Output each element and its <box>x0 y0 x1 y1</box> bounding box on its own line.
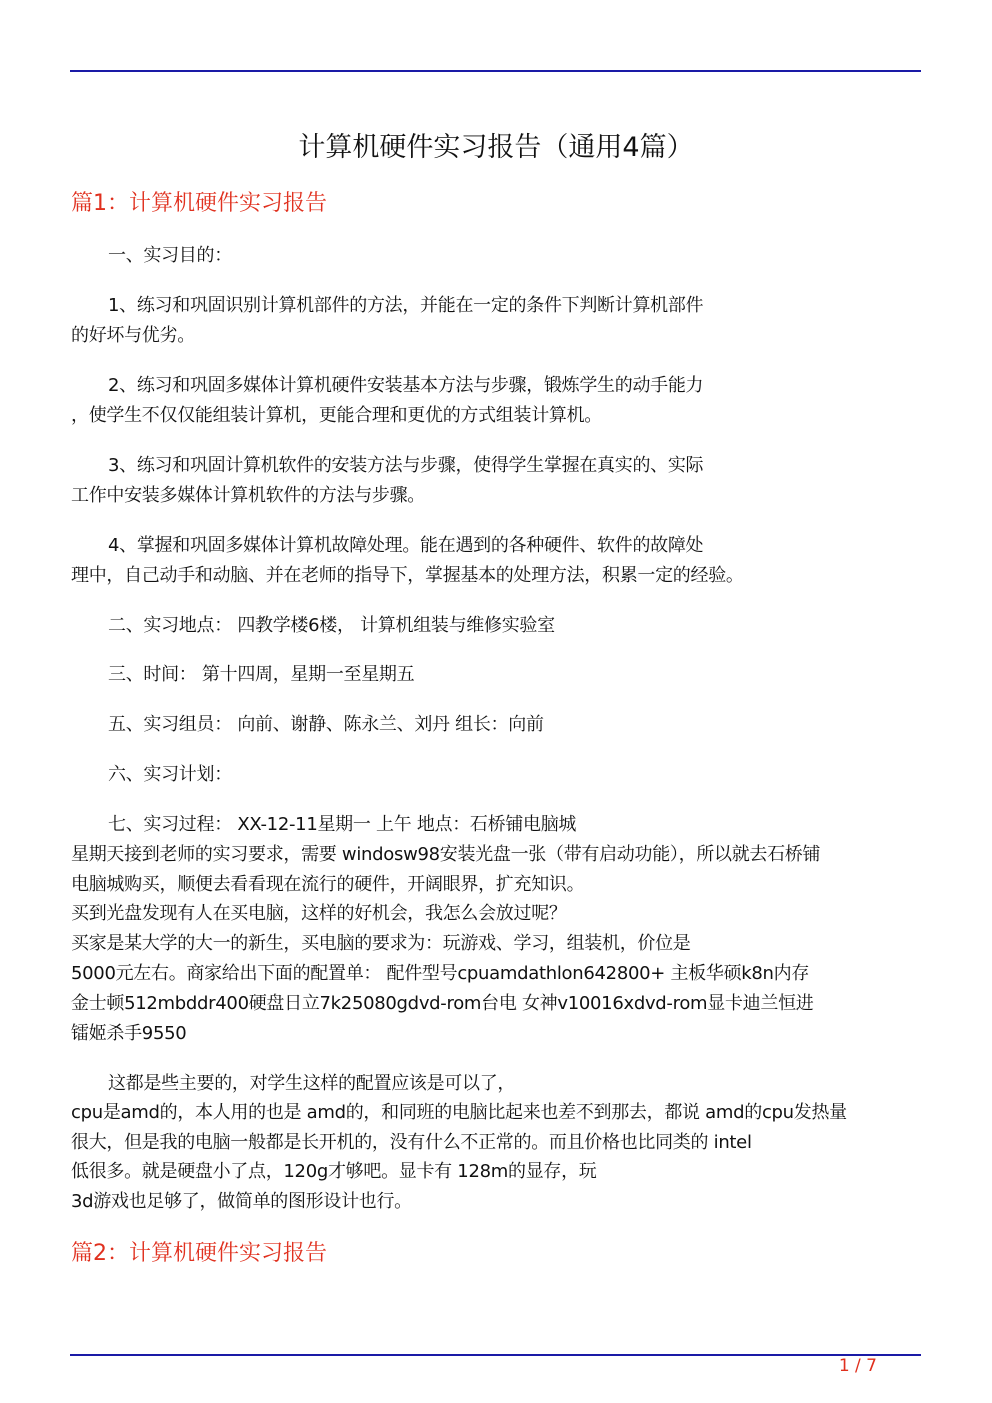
footer-rule <box>70 1354 921 1356</box>
section-heading-2: 篇2：计算机硬件实习报告 <box>71 1241 327 1266</box>
paragraph-line: 星期天接到老师的实习要求，需要 windosw98安装光盘一张（带有启动功能），所以就去石桥铺 <box>71 844 821 865</box>
paragraph-line: 六、实习计划： <box>108 764 232 785</box>
section-heading-1: 篇1：计算机硬件实习报告 <box>71 191 327 216</box>
page-number: 1 / 7 <box>838 1356 877 1376</box>
paragraph-line: 电脑城购买，顺便去看看现在流行的硬件，开阔眼界，扩充知识。 <box>71 874 585 895</box>
paragraph-line: 七、实习过程： XX-12-11星期一 上午 地点：石桥铺电脑城 <box>108 814 577 835</box>
paragraph-line: 2、练习和巩固多媒体计算机硬件安装基本方法与步骤，锻炼学生的动手能力 <box>108 375 704 396</box>
header-rule <box>70 70 921 72</box>
paragraph-line: 这都是些主要的，对学生这样的配置应该是可以了， <box>108 1073 516 1094</box>
paragraph-line: 3、练习和巩固计算机软件的安装方法与步骤，使得学生掌握在真实的、实际 <box>108 455 704 476</box>
paragraph-line: 的好坏与优劣。 <box>71 325 195 346</box>
document-title: 计算机硬件实习报告（通用4篇） <box>298 132 694 163</box>
paragraph-line: 五、实习组员： 向前、谢静、陈永兰、刘丹 组长：向前 <box>108 714 544 735</box>
paragraph-line: 买家是某大学的大一的新生，买电脑的要求为：玩游戏、学习，组装机，价位是 <box>71 933 691 954</box>
paragraph-line: 一、实习目的： <box>108 245 232 266</box>
paragraph-line: 1、练习和巩固识别计算机部件的方法，并能在一定的条件下判断计算机部件 <box>108 295 704 316</box>
paragraph-line: ，使学生不仅仅能组装计算机，更能合理和更优的方式组装计算机。 <box>71 405 602 426</box>
paragraph-line: 买到光盘发现有人在买电脑，这样的好机会，我怎么会放过呢？ <box>71 903 567 924</box>
paragraph-line: 镭姬杀手9550 <box>71 1023 187 1044</box>
paragraph-line: 3d游戏也足够了，做简单的图形设计也行。 <box>71 1191 412 1212</box>
paragraph-line: cpu是amd的，本人用的也是 amd的，和同班的电脑比起来也差不到那去，都说 amd的cpu发热量 <box>71 1102 847 1123</box>
paragraph-line: 三、时间： 第十四周，星期一至星期五 <box>108 664 415 685</box>
paragraph-line: 低很多。就是硬盘小了点，120g才够吧。显卡有 128m的显存，玩 <box>71 1161 597 1182</box>
paragraph-line: 4、掌握和巩固多媒体计算机故障处理。能在遇到的各种硬件、软件的故障处 <box>108 535 704 556</box>
paragraph-line: 二、实习地点： 四教学楼6楼， 计算机组装与维修实验室 <box>108 615 555 636</box>
paragraph-line: 5000元左右。商家给出下面的配置单： 配件型号cpuamdathlon642800+ 主板华硕k8n内存 <box>71 963 810 984</box>
paragraph-line: 理中，自己动手和动脑、并在老师的指导下，掌握基本的处理方法，积累一定的经验。 <box>71 565 744 586</box>
paragraph-line: 金士顿512mbddr400硬盘日立7k25080gdvd-rom台电 女神v10016xdvd-rom显卡迪兰恒进 <box>71 993 814 1014</box>
paragraph-line: 工作中安装多媒体计算机软件的方法与步骤。 <box>71 485 425 506</box>
paragraph-line: 很大，但是我的电脑一般都是长开机的，没有什么不正常的。而且价格也比同类的 intel <box>71 1132 752 1153</box>
